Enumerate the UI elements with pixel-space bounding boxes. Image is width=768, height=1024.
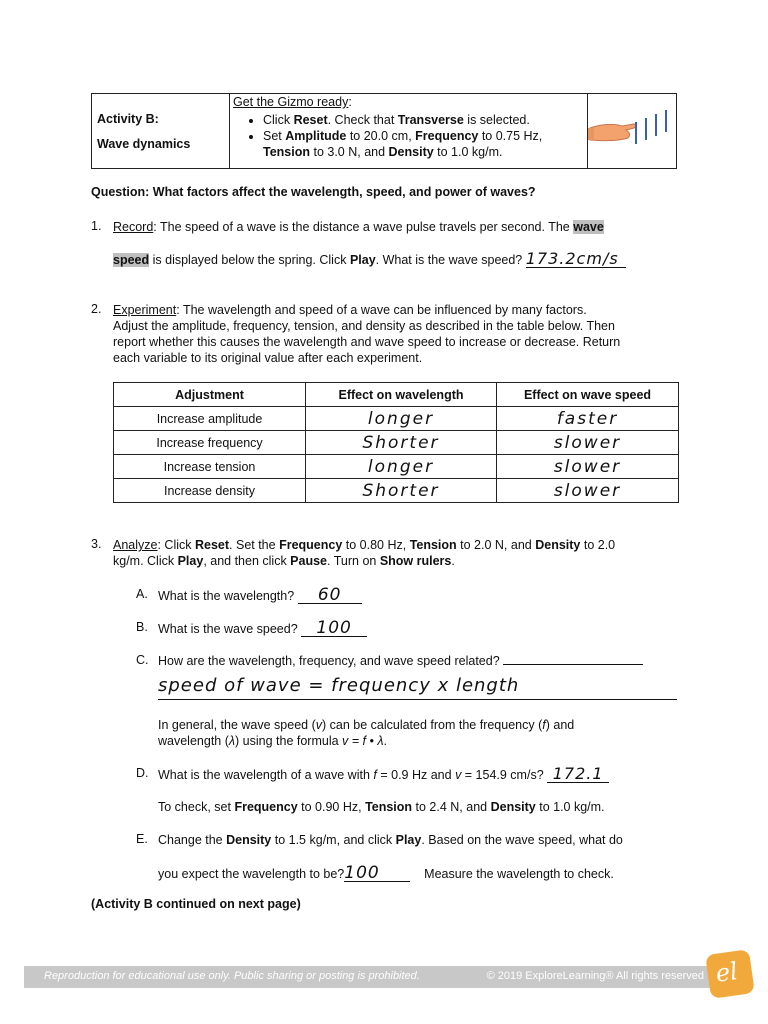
activity-name: Wave dynamics — [97, 137, 191, 151]
continued-note: (Activity B continued on next page) — [91, 897, 301, 911]
wave-speed-answer-b: 100 — [301, 620, 367, 637]
q1-line1: Record: The speed of a wave is the distance a wave pulse travels per second. The wave — [113, 220, 604, 234]
wave-speed-answer: 173.2cm/s — [526, 251, 626, 268]
wavelength-answer-cell: Shorter — [306, 479, 497, 503]
q3c-letter: C. — [136, 653, 149, 667]
wave-hand-illustration — [588, 94, 676, 168]
explorelearning-logo: el — [705, 949, 755, 999]
wavelength-answer-cell: longer — [306, 455, 497, 479]
q3-number: 3. — [91, 537, 102, 551]
footer-disclaimer: Reproduction for educational use only. Public sharing or posting is prohibited. — [44, 970, 420, 982]
col-header-wave-speed: Effect on wave speed — [497, 383, 679, 407]
footer-copyright: © 2019 ExploreLearning® All rights reserved — [486, 970, 704, 982]
setup-list — [230, 112, 583, 160]
col-header-wavelength: Effect on wavelength — [306, 383, 497, 407]
speed-answer-cell: slower — [497, 455, 679, 479]
adjustment-cell: Increase density — [114, 479, 306, 503]
adjustment-cell: Increase tension — [114, 455, 306, 479]
q1-line2: speed is displayed below the spring. Click Play. What is the wave speed? 173.2cm/s — [113, 251, 626, 268]
table-row — [114, 455, 679, 479]
gizmo-instructions-cell — [230, 94, 588, 168]
computed-wavelength-answer: 172.1 — [547, 766, 609, 783]
adjustment-cell: Increase frequency — [114, 431, 306, 455]
q2-number: 2. — [91, 302, 102, 316]
q3d-question: What is the wavelength of a wave with f = 0.9 Hz and v = 154.9 cm/s? 172.1 — [158, 766, 609, 783]
q3d-letter: D. — [136, 766, 149, 780]
activity-label: Activity B: — [97, 112, 159, 126]
q3c-question: How are the wavelength, frequency, and wave speed related? — [158, 653, 643, 669]
wavelength-answer: 60 — [298, 587, 362, 604]
col-header-adjustment: Adjustment — [114, 383, 306, 407]
relationship-answer: speed of wave = frequency x length — [158, 673, 677, 700]
activity-title-cell — [92, 94, 230, 168]
get-ready-heading: Get the Gizmo ready: — [233, 95, 352, 109]
hand-wave-image — [588, 94, 676, 168]
q2-paragraph: Experiment: The wavelength and speed of a wave can be influenced by many factors. Adjust the amplitude, frequency, tension, and density as described in the table below. Then report whether this causes the wavelength and wave speed to increase or decrease. Return each variable to its original value after each experiment. — [113, 303, 621, 365]
table-header-row — [114, 383, 679, 407]
speed-answer-cell: faster — [497, 407, 679, 431]
q3b-question: What is the wave speed? 100 — [158, 620, 367, 637]
q3a-letter: A. — [136, 587, 148, 601]
q1-number: 1. — [91, 219, 102, 233]
q3e-line1: Change the Density to 1.5 kg/m, and click Play. Based on the wave speed, what do — [158, 833, 623, 847]
wavelength-answer-cell: Shorter — [306, 431, 497, 455]
speed-answer-cell: slower — [497, 431, 679, 455]
q3d-check: To check, set Frequency to 0.90 Hz, Tension to 2.4 N, and Density to 1.0 kg/m. — [158, 800, 605, 814]
activity-header-table — [91, 93, 677, 169]
speed-answer-cell: slower — [497, 479, 679, 503]
adjustment-cell: Increase amplitude — [114, 407, 306, 431]
wavelength-answer-cell: longer — [306, 407, 497, 431]
q3e-line2: you expect the wavelength to be?100 Measure the wavelength to check. — [158, 863, 614, 883]
q3e-letter: E. — [136, 832, 148, 846]
table-row — [114, 431, 679, 455]
expected-wavelength-answer: 100 — [344, 865, 410, 882]
q3a-question: What is the wavelength? 60 — [158, 587, 362, 604]
q3c-explanation: In general, the wave speed (v) can be calculated from the frequency (f) and wavelength (λ) using the formula v = f • λ. — [158, 718, 575, 748]
experiment-table — [113, 382, 679, 503]
setup-bullet-1: • Click Reset. Check that Transverse is selected. — [263, 112, 583, 128]
table-row — [114, 407, 679, 431]
q3b-letter: B. — [136, 620, 148, 634]
q3-paragraph: Analyze: Click Reset. Set the Frequency to 0.80 Hz, Tension to 2.0 N, and Density to 2.0 kg/m. Click Play, and then click Pause. Turn on Show rulers. — [113, 538, 616, 568]
setup-bullet-2: • Set Amplitude to 20.0 cm, Frequency to 0.75 Hz, Tension to 3.0 N, and Density to 1.0 kg/m. — [263, 128, 583, 160]
footer-bar — [24, 966, 724, 988]
table-row — [114, 479, 679, 503]
main-question: Question: What factors affect the wavelength, speed, and power of waves? — [91, 185, 536, 199]
